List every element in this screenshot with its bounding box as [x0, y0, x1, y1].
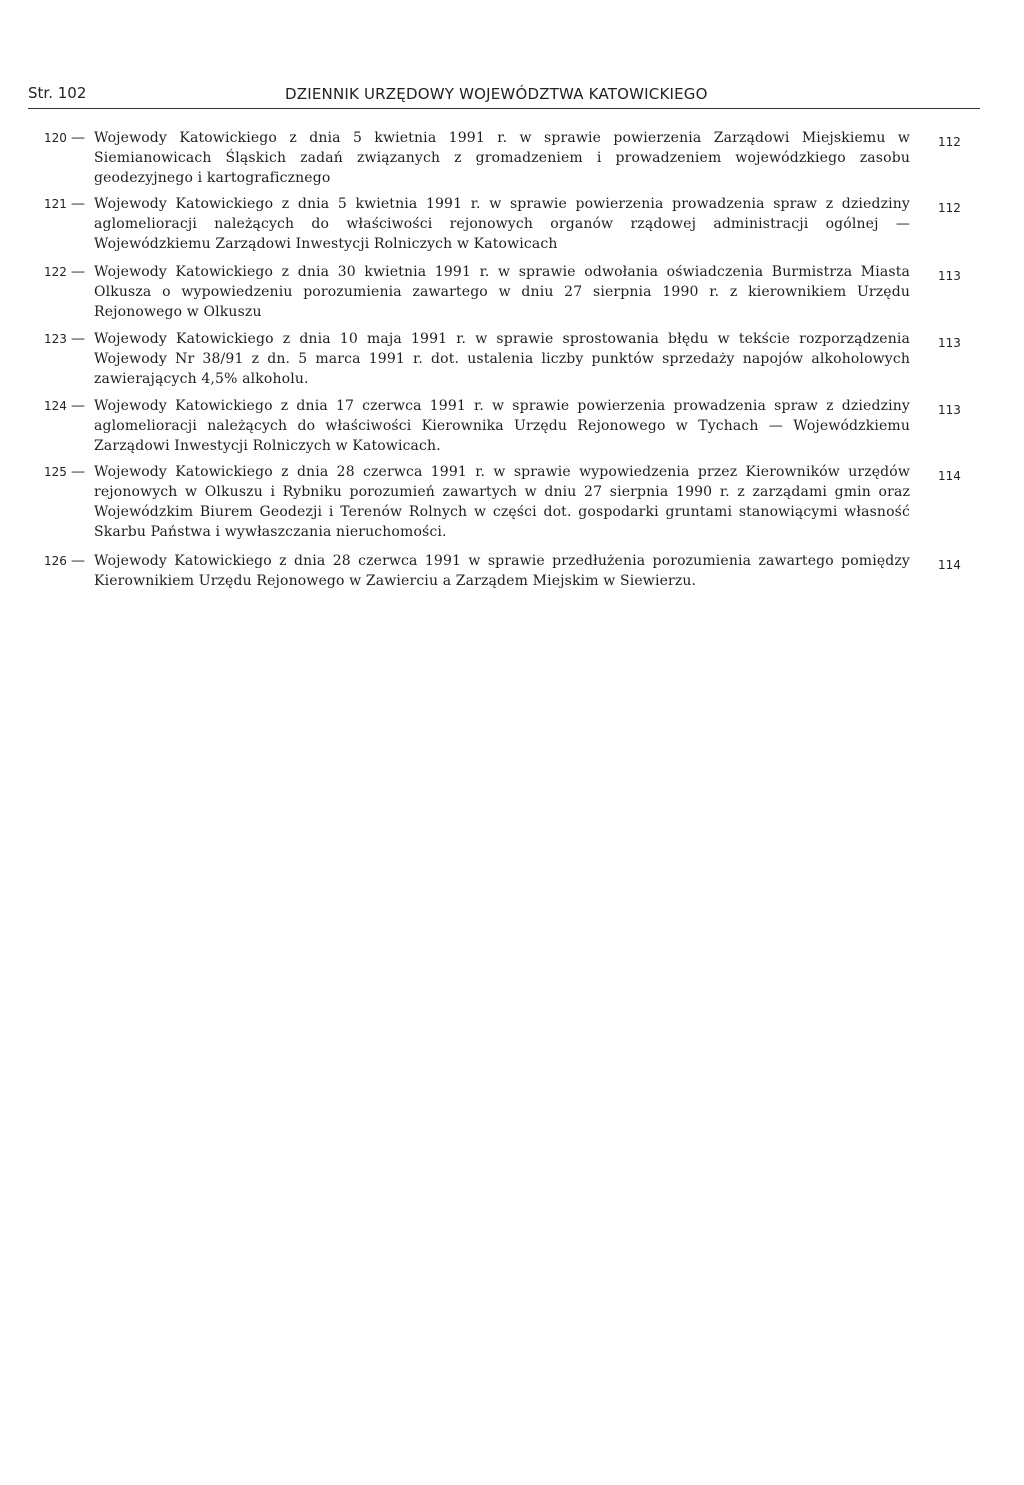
entry-page-ref: 113: [938, 269, 961, 283]
entry-page-ref: 114: [938, 469, 961, 483]
entry-text: Wojewody Katowickiego z dnia 28 czerwca 1991 r. w sprawie wypowiedzenia przez Kierowników urzędów rejonowych w Olkuszu i Rybniku porozumień zawartych w dniu 27 sierpnia 1990 r. z zarządami gmin oraz Wojewódzkim Biurem Geodezji i Terenów Rolnych w części dot. gospodarki gruntami stanowiącymi własność Skarbu Państwa i wywłaszczania nieruchomości.: [94, 464, 910, 540]
entry-dash: —: [71, 464, 85, 480]
page-number: Str. 102: [28, 84, 87, 102]
entry-page-ref: 114: [938, 558, 961, 572]
entry-number: 121: [44, 197, 67, 211]
entry-number: 125: [44, 465, 67, 479]
entry-page-ref: 113: [938, 403, 961, 417]
entry-text: Wojewody Katowickiego z dnia 5 kwietnia 1991 r. w sprawie powierzenia Zarządowi Miejskiemu w Siemianowicach Śląskich zadań związanych z gromadzeniem i prowadzeniem wojewódzkiego zasobu geodezyjnego i kartograficznego: [94, 130, 910, 186]
journal-title: DZIENNIK URZĘDOWY WOJEWÓDZTWA KATOWICKIEGO: [285, 85, 708, 103]
entry-number: 124: [44, 399, 67, 413]
entry-number: 123: [44, 332, 67, 346]
entry-dash: —: [71, 264, 85, 280]
entry-dash: —: [71, 331, 85, 347]
entry-page-ref: 112: [938, 201, 961, 215]
entry-number: 120: [44, 131, 67, 145]
entry-number: 122: [44, 265, 67, 279]
entry-text: Wojewody Katowickiego z dnia 5 kwietnia 1991 r. w sprawie powierzenia prowadzenia spraw z dziedziny aglomelioracji należących do właściwości rejonowych organów rządowej administracji ogólnej — Wojewódzkiemu Zarządowi Inwestycji Rolniczych w Katowicach: [94, 196, 910, 252]
entry-dash: —: [71, 130, 85, 146]
entry-dash: —: [71, 196, 85, 212]
entry-dash: —: [71, 553, 85, 569]
page-header: [28, 84, 978, 106]
entry-text: Wojewody Katowickiego z dnia 30 kwietnia 1991 r. w sprawie odwołania oświadczenia Burmistrza Miasta Olkusza o wypowiedzeniu porozumienia zawartego w dniu 27 sierpnia 1990 r. z kierownikiem Urzędu Rejonowego w Olkuszu: [94, 264, 910, 320]
header-rule: [28, 108, 980, 109]
entry-dash: —: [71, 398, 85, 414]
entry-text: Wojewody Katowickiego z dnia 10 maja 1991 r. w sprawie sprostowania błędu w tekście rozporządzenia Wojewody Nr 38/91 z dn. 5 marca 1991 r. dot. ustalenia liczby punktów sprzedaży napojów alkoholowych zawierających 4,5% alkoholu.: [94, 331, 910, 387]
entry-text: Wojewody Katowickiego z dnia 28 czerwca 1991 w sprawie przedłużenia porozumienia zawartego pomiędzy Kierownikiem Urzędu Rejonowego w Zawierciu a Zarządem Miejskim w Siewierzu.: [94, 553, 910, 589]
entry-page-ref: 112: [938, 135, 961, 149]
entry-page-ref: 113: [938, 336, 961, 350]
entry-number: 126: [44, 554, 67, 568]
entry-text: Wojewody Katowickiego z dnia 17 czerwca 1991 r. w sprawie powierzenia prowadzenia spraw z dziedziny aglomelioracji należących do właściwości Kierownika Urzędu Rejonowego w Tychach — Wojewódzkiemu Zarządowi Inwestycji Rolniczych w Katowicach.: [94, 398, 910, 454]
